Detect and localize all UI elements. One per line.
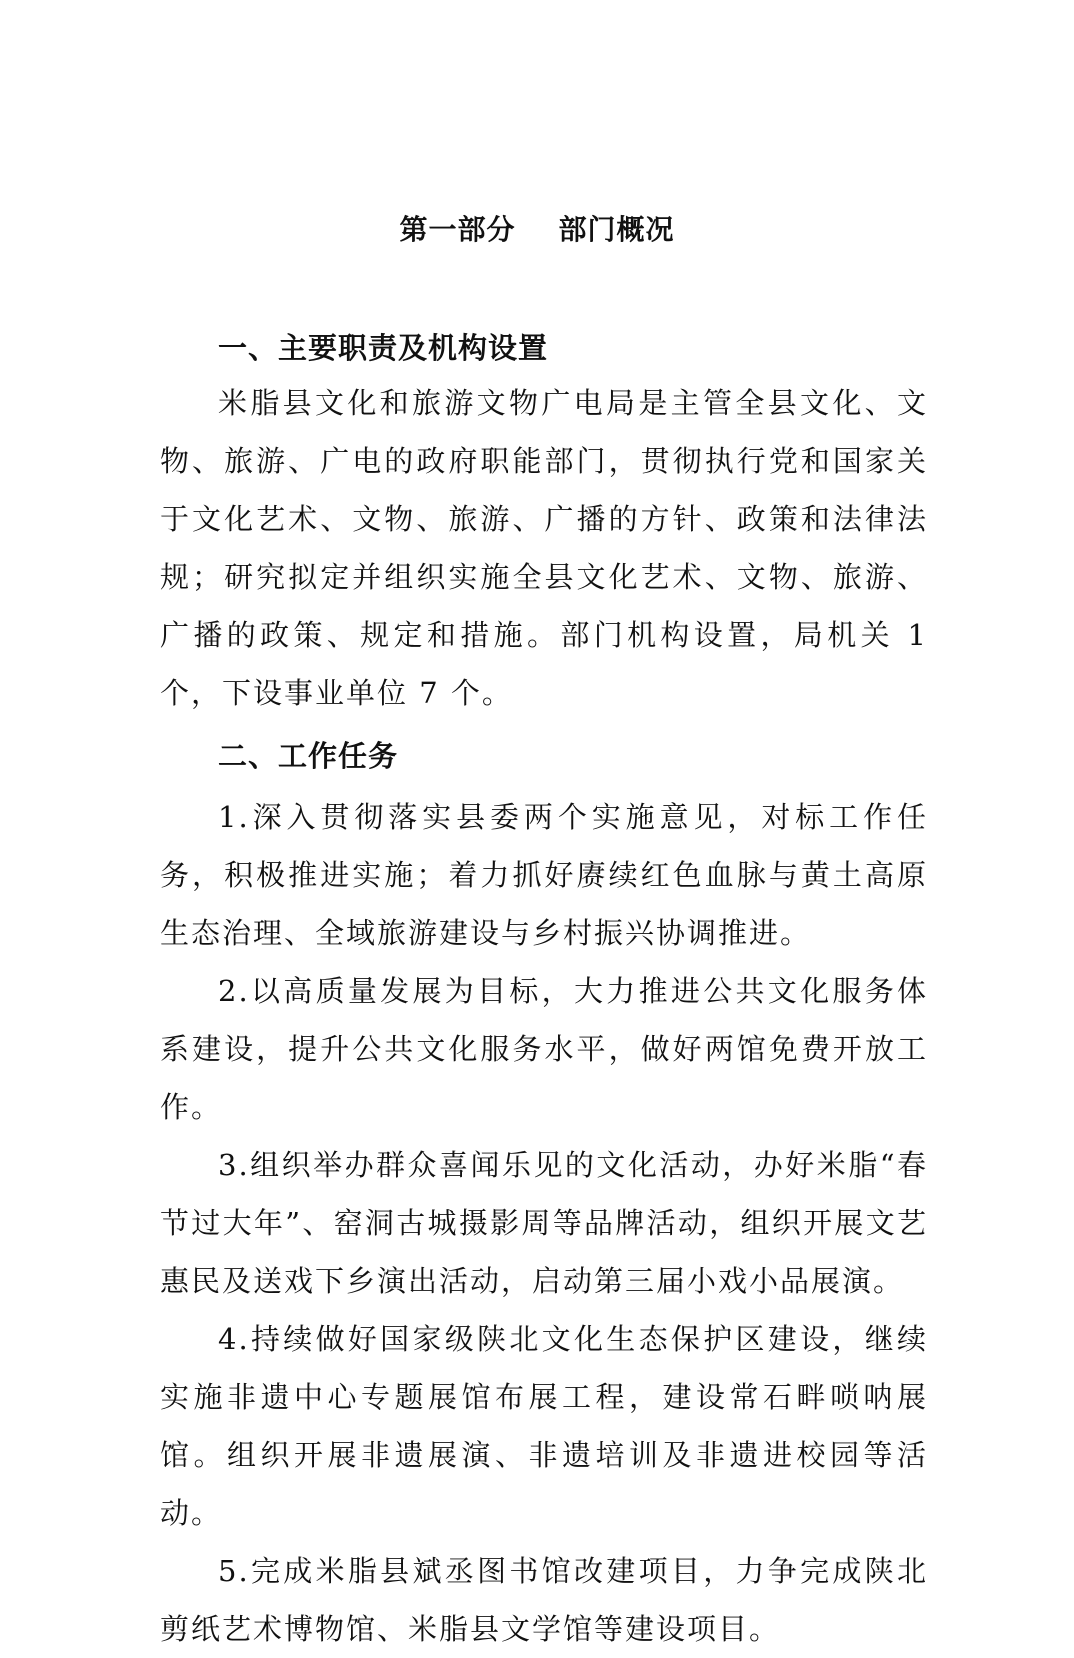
- page-title: 第一部分 部门概况: [399, 213, 675, 246]
- task-item-1: 1.深入贯彻落实县委两个实施意见，对标工作任务，积极推进实施；着力抓好赓续红色血脉与黄土高原生态治理、全域旅游建设与乡村振兴协调推进。: [160, 800, 928, 950]
- document-body: [160, 322, 928, 1658]
- section-heading-tasks: 二、工作任务: [218, 739, 399, 773]
- task-item-4: 4.持续做好国家级陕北文化生态保护区建设，继续实施非遗中心专题展馆布展工程，建设常石畔唢呐展馆。组织开展非遗展演、非遗培训及非遗进校园等活动。: [160, 1322, 928, 1530]
- paragraph-duties: 米脂县文化和旅游文物广电局是主管全县文化、文物、旅游、广电的政府职能部门，贯彻执行党和国家关于文化艺术、文物、旅游、广播的方针、政策和法律法规；研究拟定并组织实施全县文化艺术、文物、旅游、广播的政策、规定和措施。部门机构设置，局机关 1 个，下设事业单位 7 个。: [160, 386, 928, 710]
- section-heading-duties: 一、主要职责及机构设置: [218, 331, 549, 365]
- task-item-3: 3.组织举办群众喜闻乐见的文化活动，办好米脂“春节过大年”、窑洞古城摄影周等品牌活动，组织开展文艺惠民及送戏下乡演出活动，启动第三届小戏小品展演。: [160, 1148, 928, 1298]
- task-item-2: 2.以高质量发展为目标，大力推进公共文化服务体系建设，提升公共文化服务水平，做好两馆免费开放工作。: [160, 974, 928, 1124]
- task-item-5: 5.完成米脂县斌丞图书馆改建项目，力争完成陕北剪纸艺术博物馆、米脂县文学馆等建设项目。: [160, 1554, 928, 1646]
